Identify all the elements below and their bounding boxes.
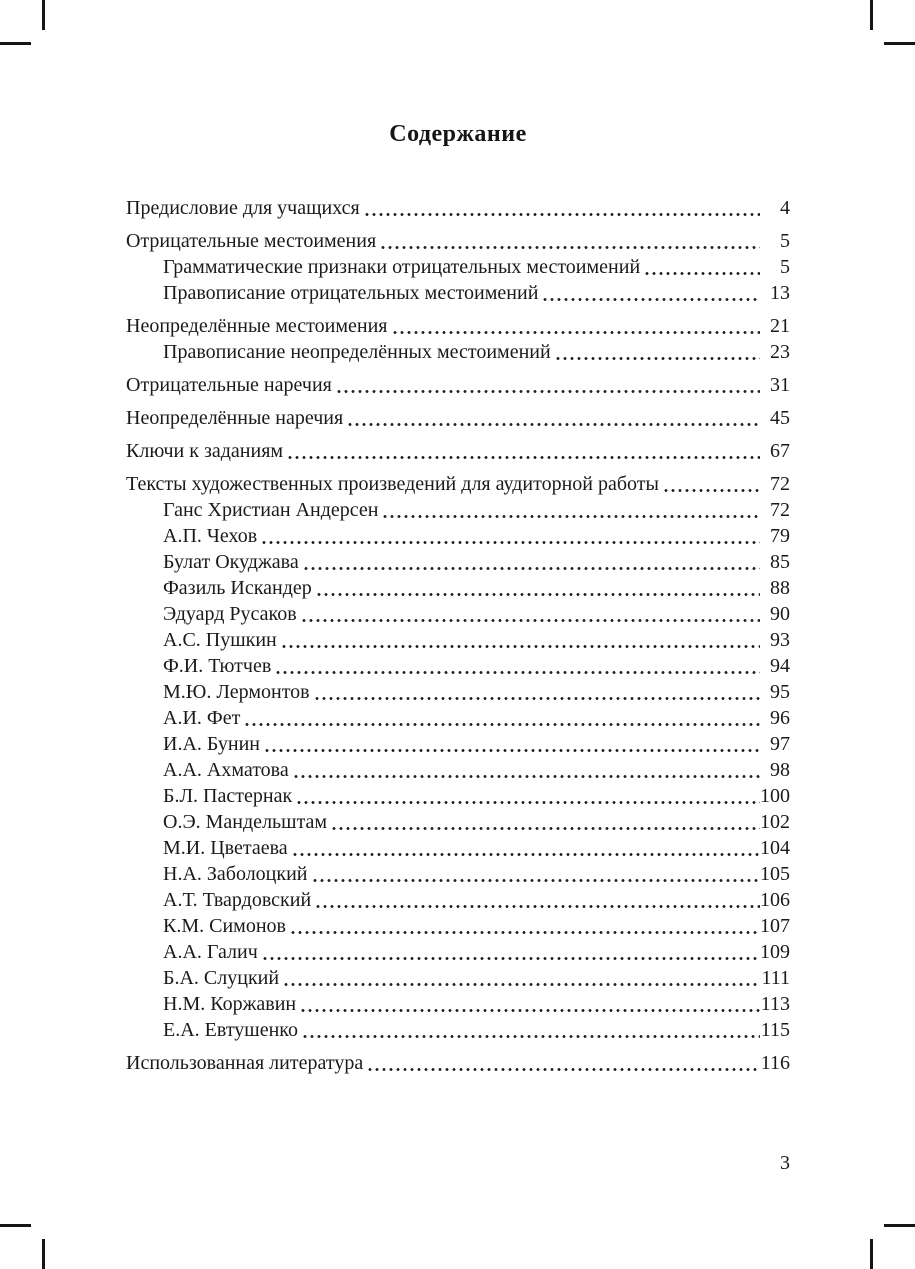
toc-entry-page: 4 <box>780 197 790 219</box>
toc-list <box>126 195 790 1076</box>
toc-entry-label: А.Т. Твардовский <box>163 889 312 911</box>
toc-entry-label: Тексты художественных произведений для аудиторной работы <box>126 473 659 495</box>
toc-entry-page: 72 <box>770 473 790 495</box>
dot-leader <box>337 389 760 394</box>
toc-entry <box>126 497 790 523</box>
toc-entry-page: 98 <box>770 759 790 781</box>
dot-leader <box>317 592 760 597</box>
toc-entry <box>126 471 790 497</box>
toc-entry <box>126 757 790 783</box>
toc-entry <box>126 339 790 365</box>
toc-entry-label: Фазиль Искандер <box>163 577 312 599</box>
toc-entry-page: 79 <box>770 525 790 547</box>
toc-entry-page: 105 <box>760 863 790 885</box>
toc-entry <box>126 195 790 221</box>
toc-entry-page: 113 <box>760 993 790 1015</box>
toc-entry-page: 107 <box>760 915 790 937</box>
crop-mark-bottom-right-horizontal <box>884 1224 915 1227</box>
toc-entry-page: 67 <box>770 440 790 462</box>
toc-entry <box>126 228 790 254</box>
dot-leader <box>393 330 761 335</box>
toc-entry-label: Н.М. Коржавин <box>163 993 297 1015</box>
toc-entry <box>126 523 790 549</box>
toc-entry-label: А.А. Галич <box>163 941 258 963</box>
toc-entry-page: 102 <box>760 811 790 833</box>
toc-entry-page: 104 <box>760 837 790 859</box>
dot-leader <box>303 1034 760 1039</box>
toc-entry-label: Использованная литература <box>126 1052 364 1074</box>
dot-leader <box>291 930 760 935</box>
toc-entry <box>126 405 790 431</box>
dot-leader <box>332 826 760 831</box>
crop-mark-top-right-vertical <box>870 0 873 30</box>
toc-entry <box>126 1017 790 1043</box>
toc-entry-page: 111 <box>761 967 790 989</box>
dot-leader <box>348 422 760 427</box>
dot-leader <box>265 748 760 753</box>
toc-entry <box>126 913 790 939</box>
toc-entry <box>126 731 790 757</box>
toc-entry-label: Б.Л. Пастернак <box>163 785 293 807</box>
toc-entry-label: Неопределённые наречия <box>126 407 344 429</box>
toc-entry <box>126 254 790 280</box>
toc-entry-label: Булат Окуджава <box>163 551 299 573</box>
toc-entry-label: Н.А. Заболоцкий <box>163 863 308 885</box>
toc-entry-label: М.Ю. Лермонтов <box>163 681 310 703</box>
toc-entry-label: Предисловие для учащихся <box>126 197 360 219</box>
toc-entry-page: 95 <box>770 681 790 703</box>
dot-leader <box>368 1067 760 1072</box>
toc-entry <box>126 313 790 339</box>
toc-entry-label: Б.А. Слуцкий <box>163 967 280 989</box>
dot-leader <box>284 982 760 987</box>
toc-entry-label: Е.А. Евтушенко <box>163 1019 298 1041</box>
dot-leader <box>282 644 760 649</box>
toc-entry-label: Ганс Христиан Андерсен <box>163 499 379 521</box>
toc-entry-label: О.Э. Мандельштам <box>163 811 328 833</box>
toc-entry-page: 90 <box>770 603 790 625</box>
toc-entry-page: 106 <box>760 889 790 911</box>
toc-entry-page: 5 <box>780 230 790 252</box>
dot-leader <box>245 722 760 727</box>
toc-entry <box>126 549 790 575</box>
toc-entry-label: Неопределённые местоимения <box>126 315 388 337</box>
dot-leader <box>276 670 760 675</box>
toc-entry-page: 97 <box>770 733 790 755</box>
dot-leader <box>302 618 760 623</box>
toc-entry-page: 93 <box>770 629 790 651</box>
dot-leader <box>304 566 760 571</box>
toc-entry-page: 115 <box>760 1019 790 1041</box>
toc-entry <box>126 705 790 731</box>
dot-leader <box>383 514 760 519</box>
toc-entry-page: 88 <box>770 577 790 599</box>
dot-leader <box>262 540 760 545</box>
toc-entry <box>126 887 790 913</box>
toc-entry-label: Эдуард Русаков <box>163 603 297 625</box>
toc-entry-label: Правописание неопределённых местоимений <box>163 341 551 363</box>
toc-entry-page: 72 <box>770 499 790 521</box>
toc-entry-label: А.П. Чехов <box>163 525 258 547</box>
dot-leader <box>315 696 760 701</box>
toc-entry-label: А.А. Ахматова <box>163 759 289 781</box>
toc-entry <box>126 835 790 861</box>
toc-entry-page: 13 <box>770 282 790 304</box>
toc-entry <box>126 679 790 705</box>
toc-entry-label: А.И. Фет <box>163 707 241 729</box>
toc-entry-label: К.М. Симонов <box>163 915 286 937</box>
crop-mark-top-left-vertical <box>42 0 45 30</box>
toc-entry-label: Отрицательные наречия <box>126 374 332 396</box>
dot-leader <box>365 212 760 217</box>
toc-entry <box>126 438 790 464</box>
toc-entry-page: 100 <box>760 785 790 807</box>
toc-entry <box>126 372 790 398</box>
crop-mark-bottom-right-vertical <box>870 1239 873 1269</box>
toc-entry-page: 85 <box>770 551 790 573</box>
toc-entry-page: 116 <box>760 1052 790 1074</box>
dot-leader <box>288 455 760 460</box>
crop-mark-top-left-horizontal <box>0 42 31 45</box>
dot-leader <box>645 271 760 276</box>
toc-entry <box>126 809 790 835</box>
dot-leader <box>381 245 760 250</box>
toc-entry <box>126 991 790 1017</box>
toc-entry-label: Ф.И. Тютчев <box>163 655 272 677</box>
toc-entry-page: 21 <box>770 315 790 337</box>
toc-entry <box>126 627 790 653</box>
page-content <box>126 0 790 1076</box>
toc-entry <box>126 965 790 991</box>
toc-entry-label: А.С. Пушкин <box>163 629 277 651</box>
crop-mark-top-right-horizontal <box>884 42 915 45</box>
toc-entry <box>126 601 790 627</box>
dot-leader <box>556 356 760 361</box>
toc-entry-page: 94 <box>770 655 790 677</box>
toc-entry-page: 109 <box>760 941 790 963</box>
dot-leader <box>301 1008 760 1013</box>
toc-entry-label: Правописание отрицательных местоимений <box>163 282 539 304</box>
toc-entry-label: Грамматические признаки отрицательных местоимений <box>163 256 641 278</box>
dot-leader <box>263 956 760 961</box>
crop-mark-bottom-left-vertical <box>42 1239 45 1269</box>
toc-entry <box>126 575 790 601</box>
toc-entry <box>126 1050 790 1076</box>
dot-leader <box>297 800 760 805</box>
toc-entry-page: 45 <box>770 407 790 429</box>
toc-entry-label: Отрицательные местоимения <box>126 230 377 252</box>
dot-leader <box>543 297 760 302</box>
toc-entry-page: 31 <box>770 374 790 396</box>
page-number: 3 <box>780 1152 790 1174</box>
toc-entry-label: Ключи к заданиям <box>126 440 284 462</box>
dot-leader <box>313 878 760 883</box>
toc-entry <box>126 280 790 306</box>
toc-entry-page: 5 <box>780 256 790 278</box>
toc-entry-label: М.И. Цветаева <box>163 837 288 859</box>
dot-leader <box>664 488 760 493</box>
dot-leader <box>316 904 760 909</box>
page-title: Содержание <box>389 121 527 147</box>
toc-entry-page: 96 <box>770 707 790 729</box>
toc-entry <box>126 653 790 679</box>
crop-mark-bottom-left-horizontal <box>0 1224 31 1227</box>
toc-entry <box>126 939 790 965</box>
toc-entry-label: И.А. Бунин <box>163 733 260 755</box>
dot-leader <box>293 852 760 857</box>
dot-leader <box>294 774 760 779</box>
toc-entry <box>126 783 790 809</box>
toc-entry <box>126 861 790 887</box>
toc-entry-page: 23 <box>770 341 790 363</box>
